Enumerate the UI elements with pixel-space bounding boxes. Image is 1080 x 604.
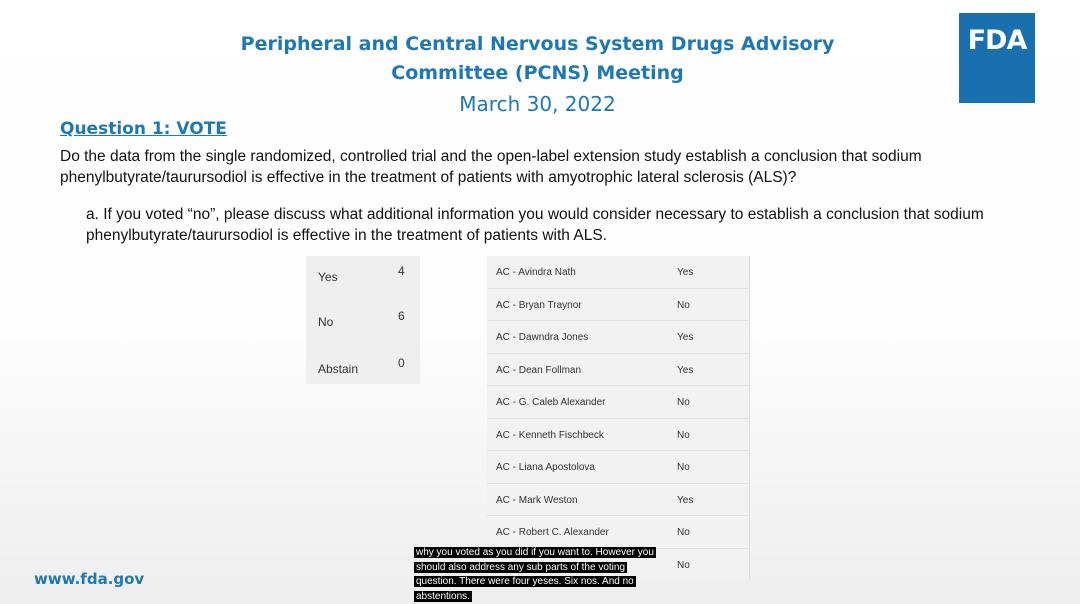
fda-logo: FDA bbox=[959, 13, 1035, 103]
table-row bbox=[487, 451, 749, 484]
question-heading: Question 1: VOTE bbox=[60, 119, 227, 139]
table-row bbox=[487, 256, 749, 289]
table-row bbox=[487, 516, 749, 549]
tally-count: 0 bbox=[398, 356, 405, 370]
title-line-2: Committee (PCNS) Meeting bbox=[391, 62, 684, 84]
table-row bbox=[487, 484, 749, 517]
meeting-date: March 30, 2022 bbox=[459, 92, 616, 116]
member-vote: No bbox=[677, 429, 690, 441]
table-row bbox=[487, 289, 749, 322]
member-vote: Yes bbox=[677, 494, 694, 506]
fda-website: www.fda.gov bbox=[34, 570, 145, 588]
member-vote: No bbox=[677, 559, 690, 571]
tally-label: Yes bbox=[318, 270, 338, 284]
member-name: AC - Robert C. Alexander bbox=[496, 527, 609, 538]
member-vote: Yes bbox=[677, 267, 694, 278]
tally-label: Abstain bbox=[318, 362, 359, 376]
member-name: AC - Kenneth Fischbeck bbox=[496, 429, 604, 441]
table-row bbox=[487, 419, 749, 452]
question-text: Do the data from the single randomized, controlled trial and the open-label extension study establish a conclusion that sodium phenylbutyrate/taurursodiol is effective in the treatment of patients with amyotrophic lateral sclerosis (ALS)? bbox=[60, 148, 922, 186]
tally-count: 4 bbox=[398, 264, 405, 278]
member-votes-table bbox=[487, 256, 750, 580]
member-vote: No bbox=[677, 462, 690, 473]
member-vote: No bbox=[677, 527, 690, 538]
sub-question-text: a. If you voted “no”, please discuss what additional information you would consider necessary to establish a conclusion that sodium phenylbutyrate/taurursodiol is effective in the treatment of patients with ALS. bbox=[86, 206, 984, 244]
member-name: AC - Liana Apostolova bbox=[496, 462, 595, 473]
member-vote: Yes bbox=[677, 332, 694, 343]
closed-caption bbox=[414, 546, 666, 604]
member-name: AC - Bryan Traynor bbox=[496, 299, 582, 311]
member-name: AC - G. Caleb Alexander bbox=[496, 397, 606, 408]
member-name: AC - Dawndra Jones bbox=[496, 332, 589, 343]
table-row bbox=[487, 354, 749, 387]
title-line-1: Peripheral and Central Nervous System Drugs Advisory bbox=[240, 33, 835, 55]
tally-label: No bbox=[318, 315, 334, 329]
tally-count: 6 bbox=[398, 309, 405, 323]
member-name: AC - Avindra Nath bbox=[496, 267, 576, 278]
member-vote: No bbox=[677, 299, 690, 311]
table-row bbox=[487, 321, 749, 354]
member-name: AC - Mark Weston bbox=[496, 494, 578, 506]
member-vote: Yes bbox=[677, 364, 694, 376]
caption-text: why you voted as you did if you want to. However you should also address any sub parts of the voting question. There were four yeses. Six nos. And no abstentions. bbox=[416, 547, 654, 602]
member-name: AC - Dean Follman bbox=[496, 364, 582, 376]
table-row bbox=[487, 386, 749, 419]
member-vote: No bbox=[677, 397, 690, 408]
vote-tally-table bbox=[306, 256, 420, 384]
slide-title bbox=[150, 30, 925, 119]
